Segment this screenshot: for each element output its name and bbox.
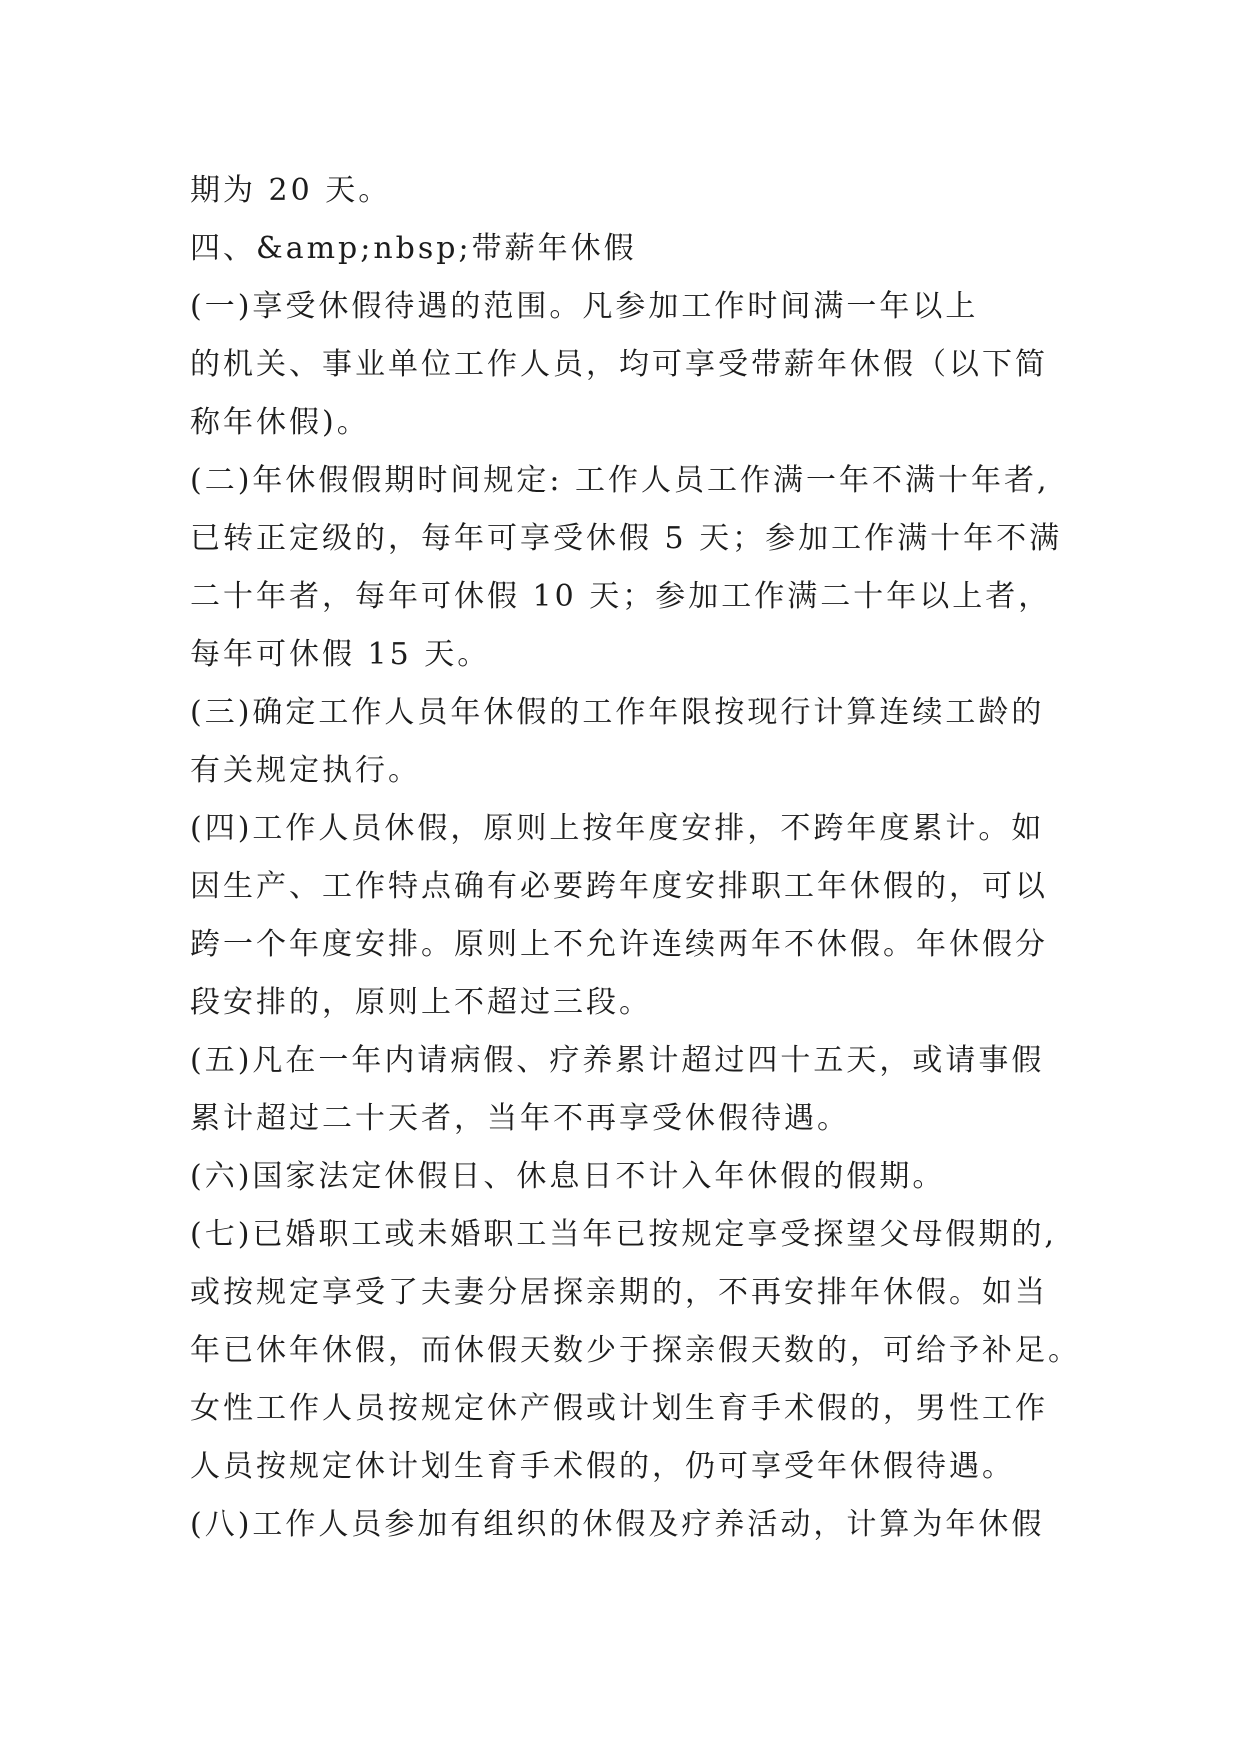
text-line: 因生产、工作特点确有必要跨年度安排职工年休假的，可以 (190, 869, 1048, 904)
text-line: 跨一个年度安排。原则上不允许连续两年不休假。年休假分 (190, 927, 1048, 962)
text-line: (三)确定工作人员年休假的工作年限按现行计算连续工龄的 (190, 695, 1045, 730)
text-line: 或按规定享受了夫妻分居探亲期的，不再安排年休假。如当 (190, 1275, 1048, 1310)
text-line: 年已休年休假，而休假天数少于探亲假天数的，可给予补足。 (190, 1333, 1081, 1368)
document-body (190, 162, 1090, 1554)
text-line: 有关规定执行。 (190, 753, 421, 788)
text-line: 称年休假)。 (190, 405, 370, 440)
text-line: 的机关、事业单位工作人员，均可享受带薪年休假（以下简 (190, 347, 1048, 382)
text-line: 每年可休假 15 天。 (190, 637, 491, 672)
text-line: 已转正定级的，每年可享受休假 5 天；参加工作满十年不满 (190, 521, 1063, 556)
text-line: 累计超过二十天者，当年不再享受休假待遇。 (190, 1101, 850, 1136)
text-line: (二)年休假假期时间规定: 工作人员工作满一年不满十年者, (190, 463, 1050, 498)
text-line: (四)工作人员休假，原则上按年度安排，不跨年度累计。如 (190, 811, 1045, 846)
text-line: (六)国家法定休假日、休息日不计入年休假的假期。 (190, 1159, 946, 1194)
text-line: 人员按规定休计划生育手术假的，仍可享受年休假待遇。 (190, 1449, 1015, 1484)
text-line: (七)已婚职工或未婚职工当年已按规定享受探望父母假期的, (190, 1217, 1057, 1252)
section-heading: 四、&amp;nbsp;带薪年休假 (190, 231, 637, 266)
text-line: 二十年者，每年可休假 10 天；参加工作满二十年以上者， (190, 579, 1052, 614)
text-line: (五)凡在一年内请病假、疗养累计超过四十五天，或请事假 (190, 1043, 1045, 1078)
text-line: 段安排的，原则上不超过三段。 (190, 985, 652, 1020)
text-line: (一)享受休假待遇的范围。凡参加工作时间满一年以上 (190, 289, 979, 324)
text-line: (八)工作人员参加有组织的休假及疗养活动，计算为年休假 (190, 1507, 1045, 1542)
text-line: 女性工作人员按规定休产假或计划生育手术假的，男性工作 (190, 1391, 1048, 1426)
text-line: 期为 20 天。 (190, 173, 392, 208)
